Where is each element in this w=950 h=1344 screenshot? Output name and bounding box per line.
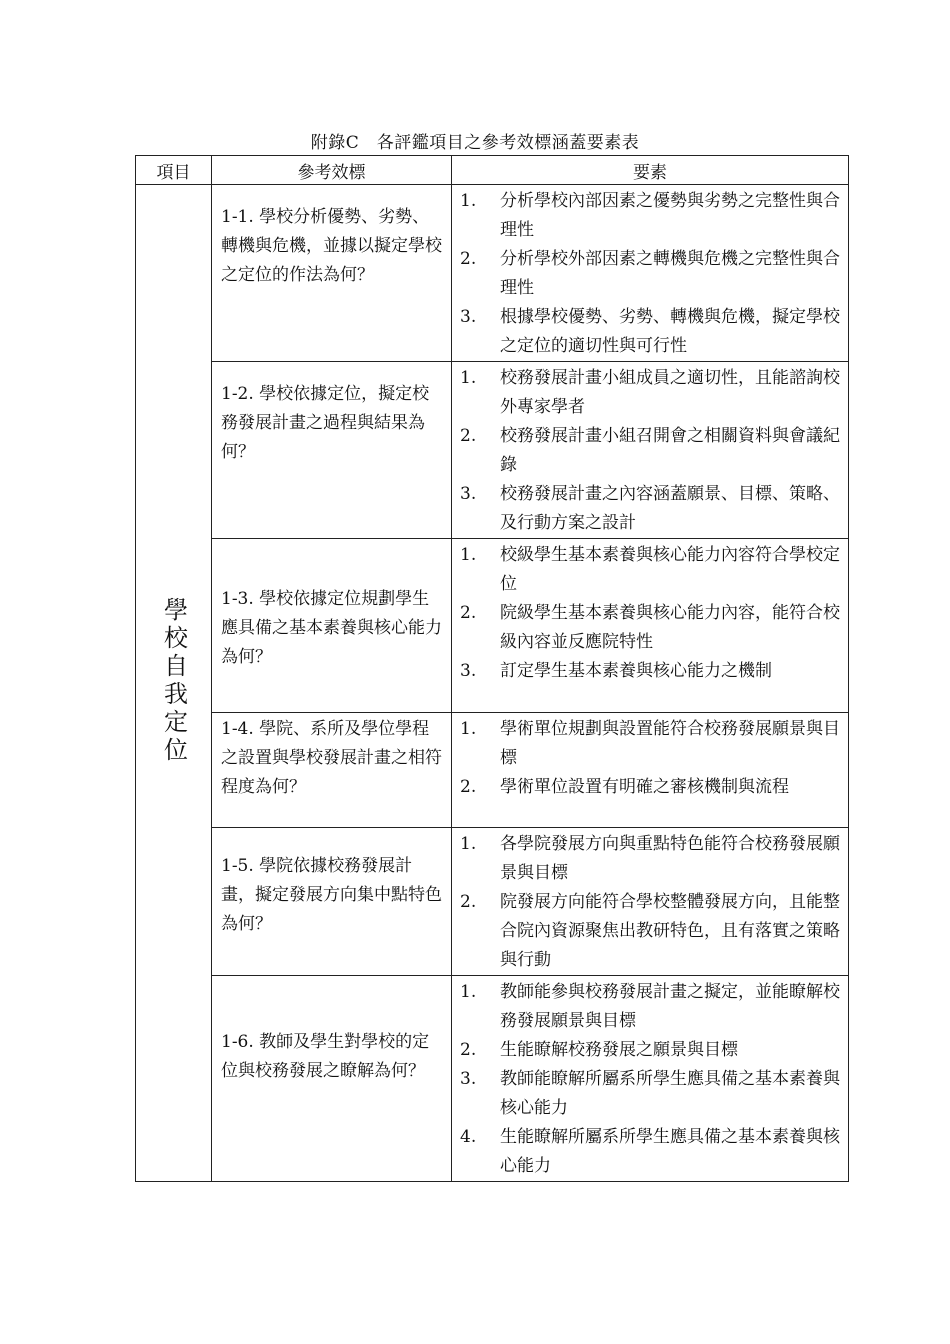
list-item: 3. 訂定學生基本素養與核心能力之機制 [460,661,772,681]
elements-cell [452,976,849,1182]
header-elements: 要素 [452,156,849,185]
table-row [136,539,849,713]
list-item: 1. 各學院發展方向與重點特色能符合校務發展願景與目標 [460,834,840,883]
elements-cell [452,185,849,362]
indicator-cell: 1-4. 學院、系所及學位學程之設置與學校發展計畫之相符程度為何？ [212,713,452,828]
elements-cell [452,362,849,539]
list-item: 2. 分析學校外部因素之轉機與危機之完整性與合理性 [460,249,840,298]
list-item: 3. 校務發展計畫之內容涵蓋願景、目標、策略、及行動方案之設計 [460,484,840,533]
table-row [136,828,849,976]
header-item: 項目 [136,156,212,185]
table-header-row [136,156,849,185]
indicator-cell: 1-2. 學校依據定位，擬定校務發展計畫之過程與結果為何？ [212,362,452,539]
document-title: 附錄C 各評鑑項目之參考效標涵蓋要素表 [310,133,640,153]
section-title: 學校自我定位 [159,596,188,765]
table-row [136,713,849,828]
list-item: 2. 學術單位設置有明確之審核機制與流程 [460,777,789,797]
list-item: 1. 校務發展計畫小組成員之適切性，且能諮詢校外專家學者 [460,368,840,417]
list-item: 2. 校務發展計畫小組召開會之相關資料與會議紀錄 [460,426,840,475]
indicator-cell: 1-1. 學校分析優勢、劣勢、轉機與危機，並據以擬定學校之定位的作法為何？ [212,185,452,362]
elements-cell [452,539,849,713]
indicator-cell: 1-6. 教師及學生對學校的定位與校務發展之瞭解為何？ [212,976,452,1182]
indicator-cell: 1-5. 學院依據校務發展計畫，擬定發展方向集中點特色為何？ [212,828,452,976]
list-item: 2. 院級學生基本素養與核心能力內容，能符合校級內容並反應院特性 [460,603,840,652]
table-row [136,185,849,362]
header-indicator: 參考效標 [212,156,452,185]
list-item: 1. 學術單位規劃與設置能符合校務發展願景與目標 [460,719,840,768]
indicator-cell: 1-3. 學校依據定位規劃學生應具備之基本素養與核心能力為何？ [212,539,452,713]
list-item: 1. 教師能參與校務發展計畫之擬定，並能瞭解校務發展願景與目標 [460,982,840,1031]
table-row [136,362,849,539]
list-item: 2. 院發展方向能符合學校整體發展方向，且能整合院內資源聚焦出教研特色，且有落實之策略與行動 [460,892,840,970]
elements-cell [452,713,849,828]
list-item: 2. 生能瞭解校務發展之願景與目標 [460,1040,738,1060]
list-item: 1. 校級學生基本素養與核心能力內容符合學校定位 [460,545,840,594]
list-item: 3. 根據學校優勢、劣勢、轉機與危機，擬定學校之定位的適切性與可行性 [460,307,840,356]
list-item: 3. 教師能瞭解所屬系所學生應具備之基本素養與核心能力 [460,1069,840,1118]
list-item: 1. 分析學校內部因素之優勢與劣勢之完整性與合理性 [460,191,840,240]
elements-cell [452,828,849,976]
table-row [136,976,849,1182]
section-cell [136,185,212,1182]
criteria-table [135,155,849,1182]
list-item: 4. 生能瞭解所屬系所學生應具備之基本素養與核心能力 [460,1127,840,1176]
